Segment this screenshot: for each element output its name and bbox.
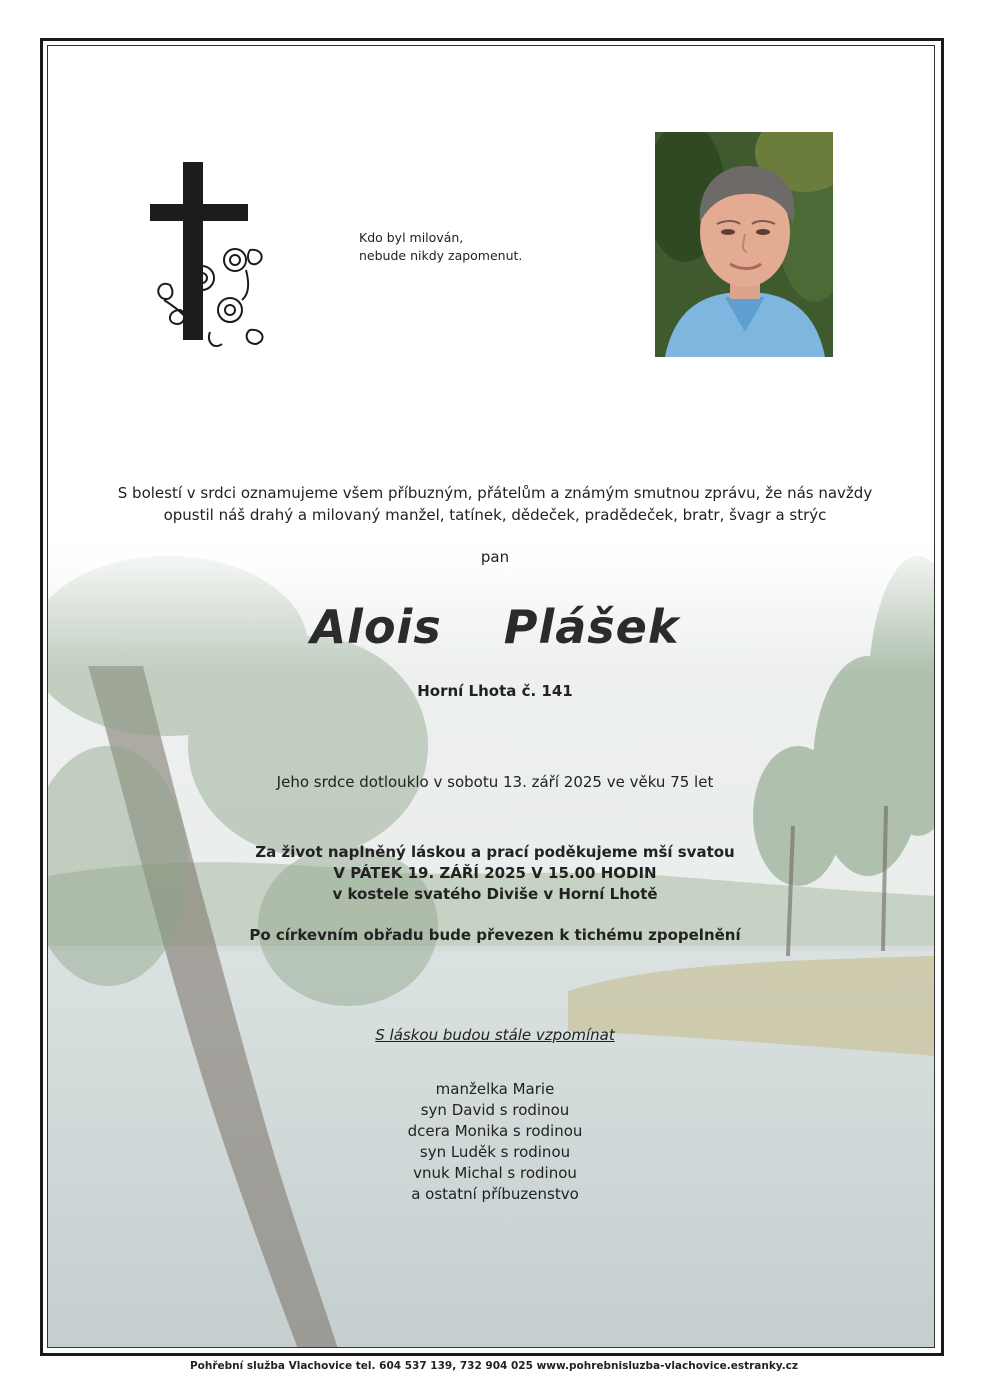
- mourner-item: manželka Marie: [435, 1080, 555, 1098]
- mourner-item: vnuk Michal s rodinou: [413, 1164, 577, 1182]
- remembrance-heading: S láskou budou stále vzpomínat: [375, 1026, 615, 1044]
- mourner-item: syn Luděk s rodinou: [419, 1143, 571, 1161]
- announcement-line-1: S bolestí v srdci oznamujeme všem příbuzným, přátelům a známým smutnou zprávu, že nás navždy: [117, 484, 873, 502]
- honorific: pan: [480, 548, 510, 566]
- portrait-illustration: [655, 132, 833, 357]
- service-line-2: V PÁTEK 19. ZÁŘÍ 2025 V 15.00 HODIN: [333, 864, 657, 882]
- quote-line-2: nebude nikdy zapomenut.: [359, 248, 523, 263]
- deceased-name-text: Alois Plášek: [310, 600, 680, 654]
- cremation-note: Po církevním obřadu bude převezen k tichému zpopelnění: [249, 926, 741, 944]
- funeral-service-footer: Pohřební služba Vlachovice tel. 604 537 139, 732 904 025 www.pohrebnisluzba-vlachovice.estranky.cz: [189, 1360, 799, 1372]
- mourner-item: a ostatní příbuzenstvo: [411, 1185, 579, 1203]
- cross-with-roses-icon: [150, 160, 275, 355]
- service-line-1: Za život naplněný láskou a prací poděkujeme mší svatou: [255, 843, 735, 861]
- announcement-text: [100, 482, 890, 526]
- mourner-item: dcera Monika s rodinou: [407, 1122, 583, 1140]
- quote-line-1: Kdo byl milován,: [359, 230, 464, 245]
- funeral-service: [100, 842, 890, 905]
- mourner-item: syn David s rodinou: [420, 1101, 570, 1119]
- deceased-name: [100, 600, 890, 654]
- announcement-line-2: opustil náš drahý a milovaný manžel, tatínek, dědeček, pradědeček, bratr, švagr a strýc: [163, 506, 827, 524]
- death-notice: Jeho srdce dotlouklo v sobotu 13. září 2025 ve věku 75 let: [276, 773, 714, 791]
- portrait-photo: [655, 132, 833, 357]
- memorial-quote: [359, 229, 522, 265]
- service-line-3: v kostele svatého Diviše v Horní Lhotě: [332, 885, 658, 903]
- deceased-address: Horní Lhota č. 141: [417, 682, 573, 700]
- mourners-list: [100, 1079, 890, 1205]
